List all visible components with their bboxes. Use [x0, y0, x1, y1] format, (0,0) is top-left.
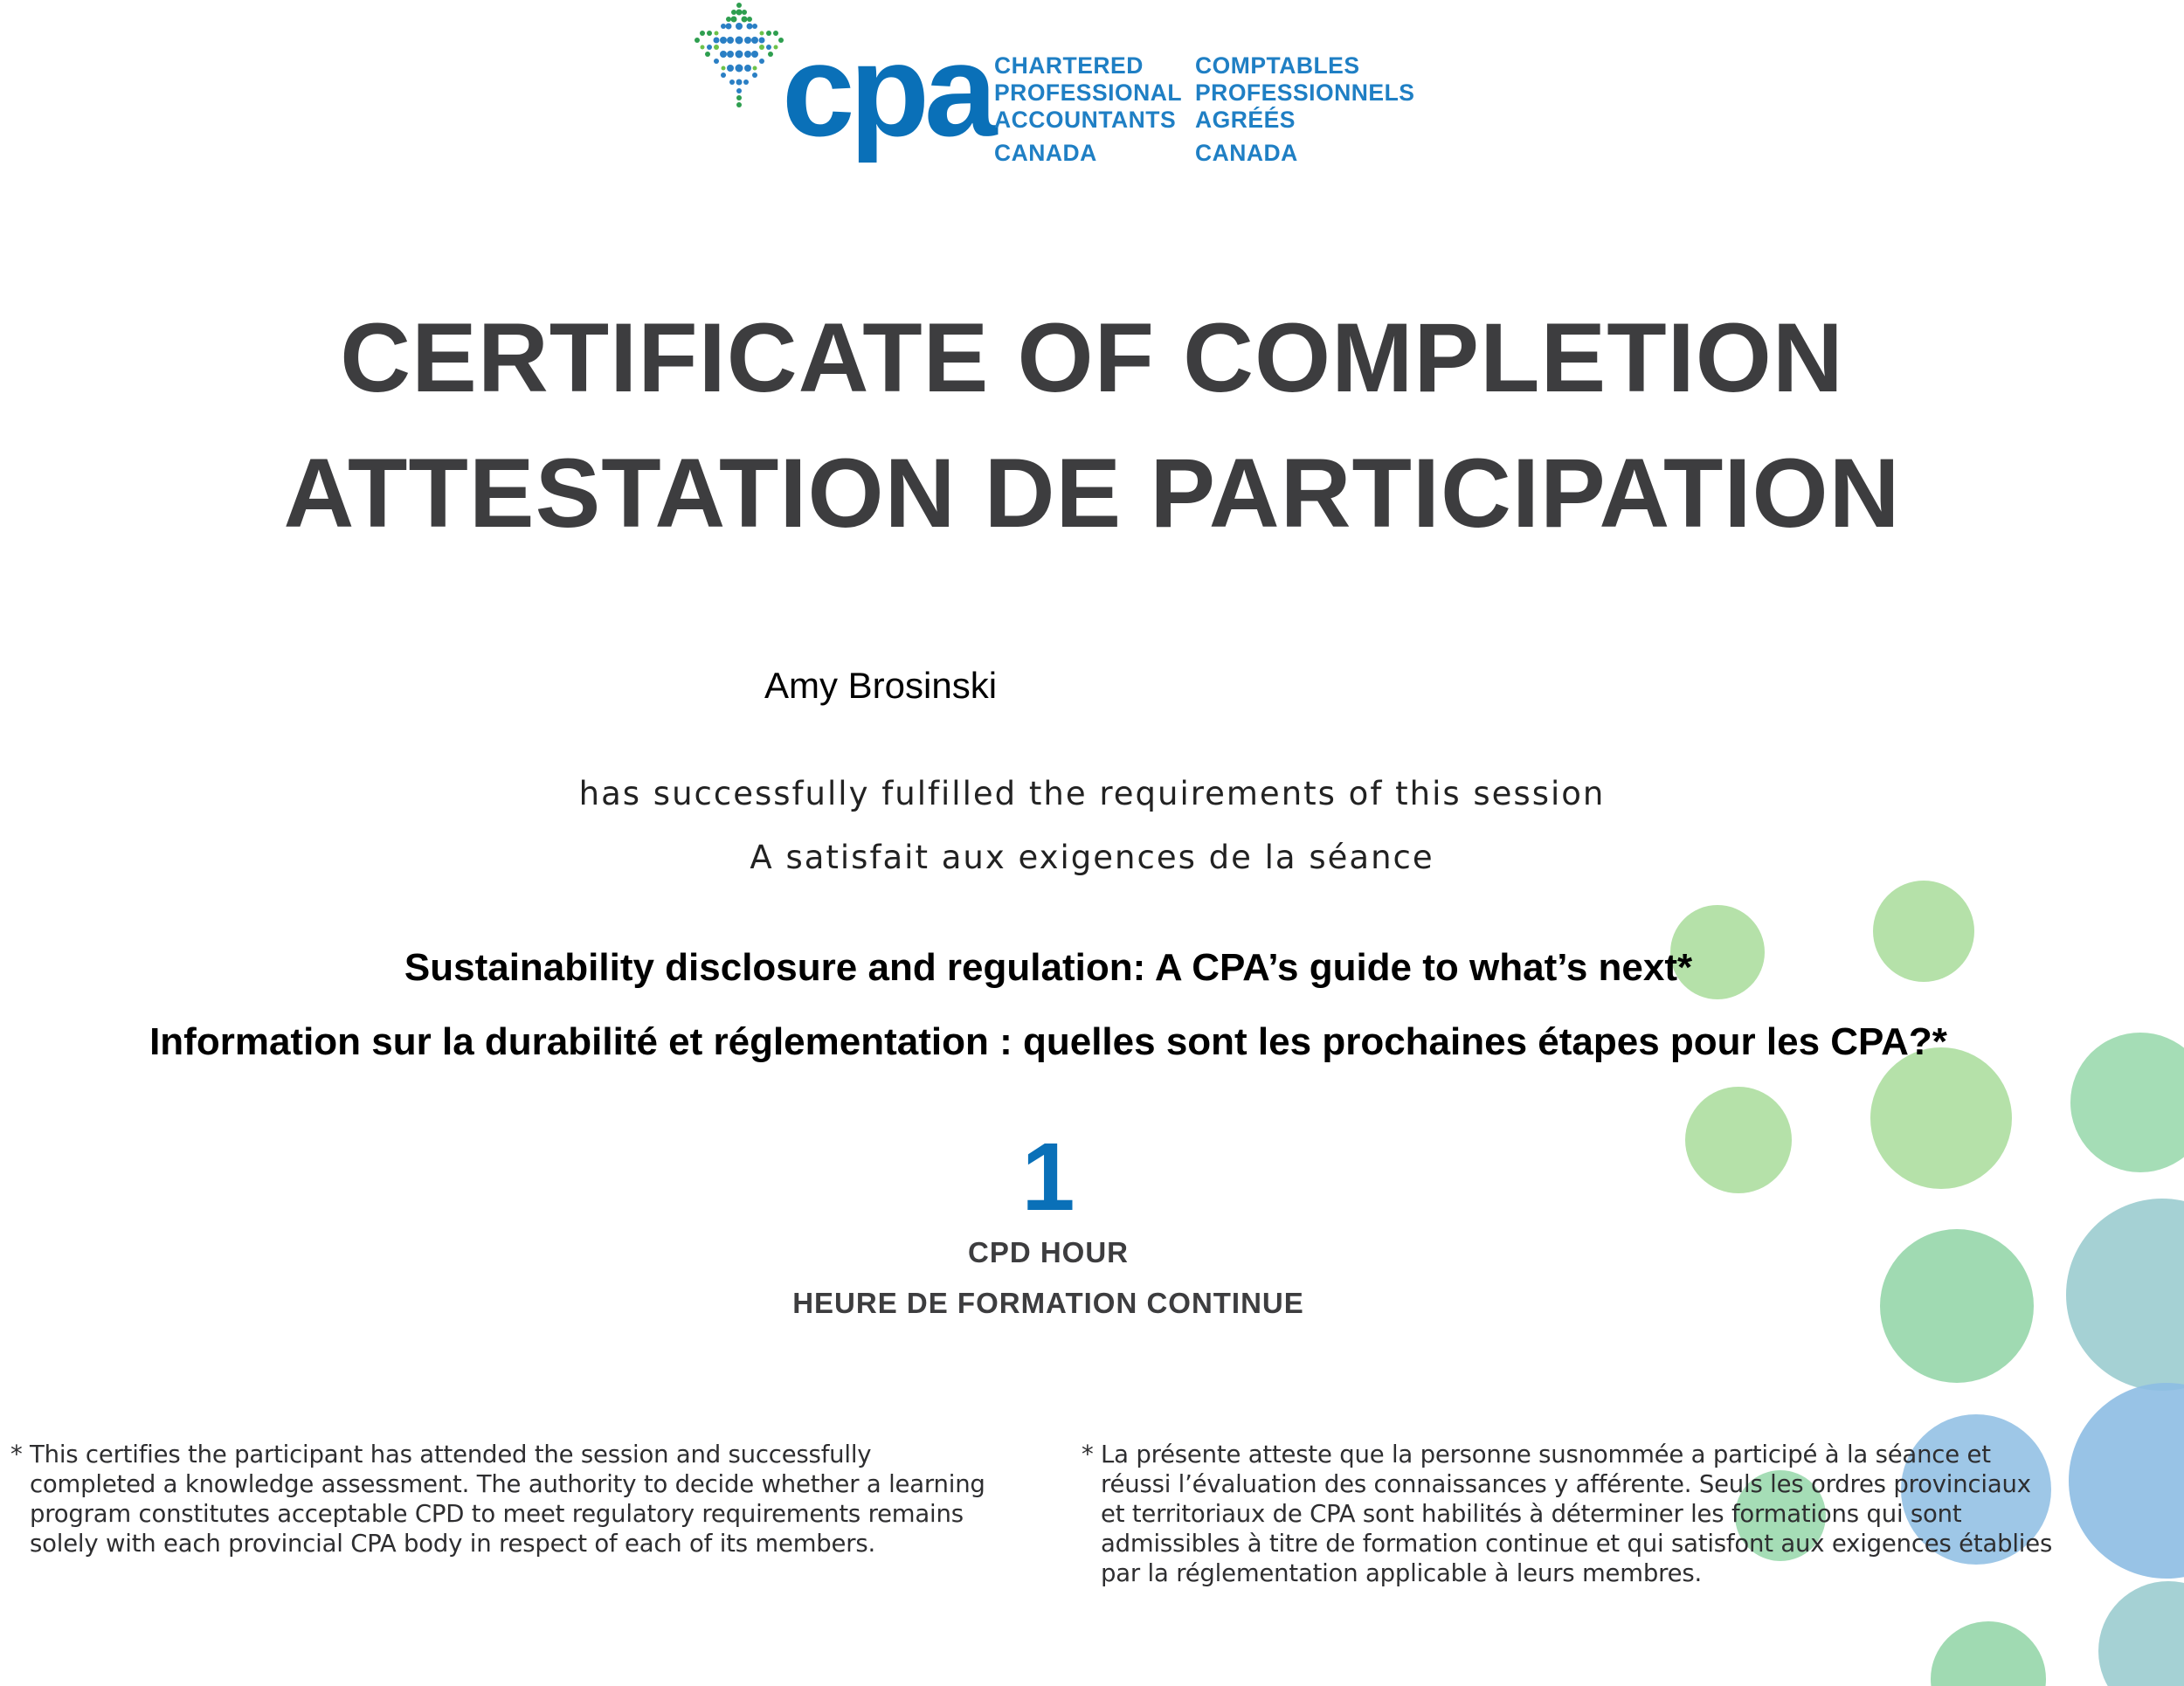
- session-title-french: Information sur la durabilité et réglementation : quelles sont les prochaines étapes pour les CPA?*: [149, 1020, 1947, 1063]
- footnote-french-line: et territoriaux de CPA sont habilités à déterminer les formations qui sont: [1101, 1500, 1962, 1528]
- completion-statement-french: A satisfait aux exigences de la séance: [750, 839, 1434, 876]
- logo-french-text: [1195, 52, 1414, 167]
- logo-english-line: CHARTERED: [994, 52, 1144, 79]
- footnote-english: [10, 1440, 1059, 1597]
- footnote-french: [1082, 1440, 2174, 1632]
- maple-leaf-dots-icon: [690, 0, 786, 114]
- cpd-hours-label-english: CPD HOUR: [967, 1236, 1129, 1268]
- logo-english-line: CANADA: [994, 140, 1097, 166]
- footnote-french-line: La présente atteste que la personne susnommée a participé à la séance et: [1101, 1441, 1991, 1468]
- footnote-marker: *: [1082, 1441, 1094, 1468]
- footnote-french-line: réussi l’évaluation des connaissances y afférente. Seuls les ordres provinciaux: [1101, 1470, 2031, 1498]
- logo-english-line: PROFESSIONAL: [994, 79, 1183, 106]
- logo-french-line: PROFESSIONNELS: [1195, 79, 1415, 106]
- logo-french-line: AGRÉÉS: [1195, 107, 1296, 133]
- completion-statement-english: has successfully fulfilled the requirements of this session: [578, 775, 1606, 812]
- logo-english-text: [994, 52, 1182, 167]
- footnote-english-line: completed a knowledge assessment. The authority to decide whether a learning: [30, 1470, 985, 1498]
- cpd-hours-label-french: HEURE DE FORMATION CONTINUE: [792, 1287, 1304, 1319]
- footnote-english-line: solely with each provincial CPA body in respect of each of its members.: [30, 1530, 876, 1558]
- session-title-english: Sustainability disclosure and regulation: A CPA’s guide to what’s next*: [404, 946, 1693, 989]
- footnote-french-line: par la réglementation applicable à leurs membres.: [1101, 1559, 1702, 1587]
- footnote-english-line: This certifies the participant has attended the session and successfully: [30, 1441, 872, 1468]
- certificate-title-english: CERTIFICATE OF COMPLETION: [340, 303, 1844, 412]
- logo-wordmark: cpa: [782, 17, 992, 163]
- participant-name: Amy Brosinski: [764, 665, 998, 706]
- logo-french-line: CANADA: [1195, 140, 1298, 166]
- certificate-title-french: ATTESTATION DE PARTICIPATION: [283, 439, 1901, 548]
- cpa-logo: [690, 0, 1424, 175]
- footnote-french-line: admissibles à titre de formation continue et qui satisfont aux exigences établies: [1101, 1530, 2053, 1558]
- cpd-hours-value: 1: [1021, 1123, 1075, 1231]
- logo-english-line: ACCOUNTANTS: [994, 107, 1177, 133]
- footnote-english-line: program constitutes acceptable CPD to meet regulatory requirements remains: [30, 1500, 964, 1528]
- logo-french-line: COMPTABLES: [1195, 52, 1360, 79]
- footnote-marker: *: [10, 1441, 23, 1468]
